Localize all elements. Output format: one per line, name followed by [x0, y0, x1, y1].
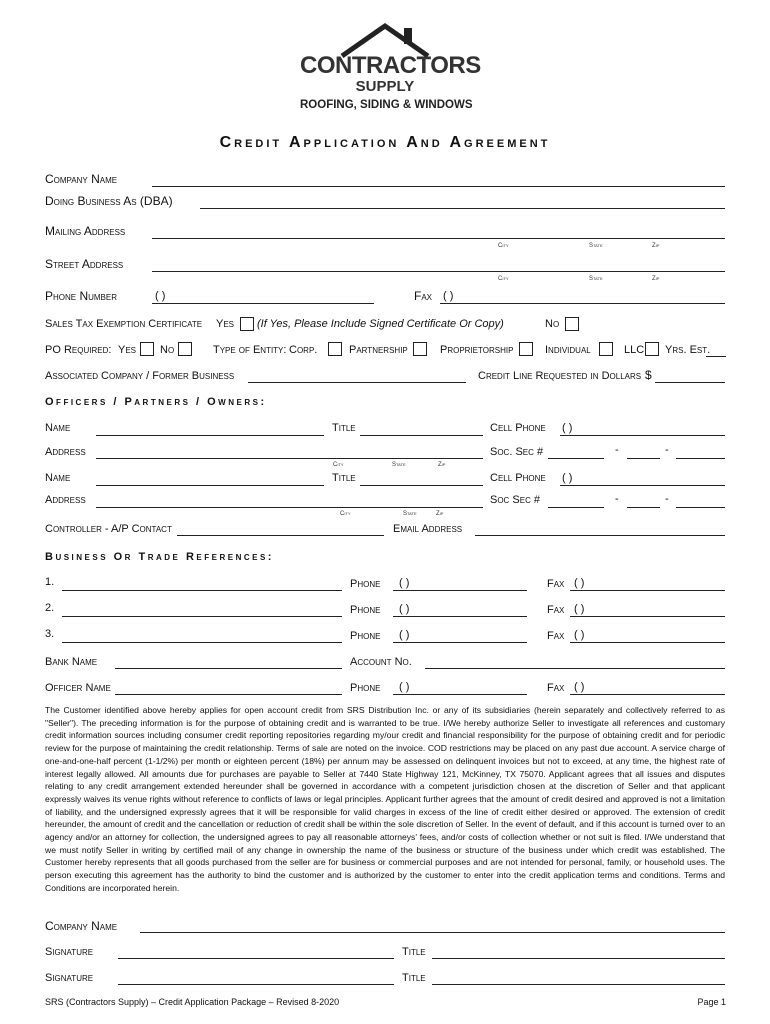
associated-company-field[interactable] [248, 382, 466, 383]
reference3-fax-area: ( ) [574, 629, 585, 641]
sales-tax-label: Sales Tax Exemption Certificate [45, 318, 203, 330]
phone-number-field[interactable] [152, 303, 374, 304]
email-field[interactable] [475, 535, 725, 536]
tax-no-checkbox[interactable] [565, 317, 579, 331]
reference3-fax-label: Fax [547, 630, 565, 642]
officer2-state-label: State [403, 511, 417, 517]
reference3-fax-field[interactable] [570, 642, 725, 643]
officer2-ssn-dash2: - [665, 493, 669, 505]
bank-officer-phone-label: Phone [350, 682, 381, 694]
officer1-cell-label: Cell Phone [490, 422, 546, 434]
signoff-company-field[interactable] [140, 932, 725, 933]
officers-heading: Officers / Partners / Owners: [45, 396, 267, 408]
officer2-ssn-part3[interactable] [676, 507, 725, 508]
mailing-zip-label: Zip [652, 243, 660, 249]
title2-label: Title [402, 972, 426, 984]
entity-llc-label: LLC [624, 344, 645, 356]
signature1-label: Signature [45, 946, 94, 958]
footer-page-number: Page 1 [697, 997, 726, 1007]
bank-officer-fax-label: Fax [547, 682, 565, 694]
officer1-city-label: City [333, 462, 344, 468]
references-heading: Business Or Trade References: [45, 551, 274, 563]
signoff-company-label: Company Name [45, 919, 118, 933]
officer2-cell-field[interactable] [560, 485, 725, 486]
footer-revision: SRS (Contractors Supply) – Credit Application Package – Revised 8-2020 [45, 997, 340, 1007]
account-number-label: Account No. [350, 656, 412, 668]
officer2-ssn-part2[interactable] [627, 507, 660, 508]
po-required-label: PO Required: [45, 344, 112, 356]
officer1-state-label: State [392, 462, 406, 468]
officer2-address-label: Address [45, 494, 86, 506]
reference3-phone-label: Phone [350, 630, 381, 642]
officer1-name-label: Name [45, 422, 71, 434]
officer1-ssn-part1[interactable] [548, 458, 604, 459]
entity-llc-checkbox[interactable] [645, 342, 659, 356]
years-established-field[interactable] [706, 356, 726, 357]
officer1-ssn-part2[interactable] [627, 458, 660, 459]
tax-no-label: No [545, 318, 560, 330]
bank-name-field[interactable] [115, 668, 342, 669]
credit-line-dollar: $ [645, 368, 652, 382]
officer1-cell-field[interactable] [560, 435, 725, 436]
fax-area-code: ( ) [443, 290, 454, 302]
officer2-city-label: City [340, 511, 351, 517]
reference1-phone-field[interactable] [393, 590, 527, 591]
credit-line-label: Credit Line Requested in Dollars [478, 370, 642, 382]
phone-area-code: ( ) [155, 290, 166, 302]
entity-corp-checkbox[interactable] [328, 342, 342, 356]
officer1-address-label: Address [45, 446, 86, 458]
bank-officer-field[interactable] [115, 694, 342, 695]
signature2-label: Signature [45, 972, 94, 984]
reference1-phone-label: Phone [350, 578, 381, 590]
po-no-checkbox[interactable] [178, 342, 192, 356]
street-state-label: State [589, 276, 603, 282]
entity-proprietorship-checkbox[interactable] [519, 342, 533, 356]
bank-name-label: Bank Name [45, 656, 98, 668]
mailing-address-label: Mailing Address [45, 224, 126, 238]
reference3-number: 3. [45, 628, 55, 640]
reference2-phone-label: Phone [350, 604, 381, 616]
officer2-address-field[interactable] [96, 507, 483, 508]
officer1-ssn-dash1: - [615, 444, 619, 456]
title1-label: Title [402, 946, 426, 958]
street-address-field[interactable] [152, 271, 725, 272]
officer2-ssn-dash1: - [615, 493, 619, 505]
bank-officer-label: Officer Name [45, 682, 111, 694]
reference3-field[interactable] [62, 642, 342, 643]
reference2-phone-field[interactable] [393, 616, 527, 617]
mailing-city-label: City [498, 243, 509, 249]
reference3-phone-field[interactable] [393, 642, 527, 643]
officer1-ssn-part3[interactable] [676, 458, 725, 459]
company-name-label: Company Name [45, 172, 118, 186]
dba-label: Doing Business As (DBA) [45, 194, 173, 208]
reference2-phone-area: ( ) [399, 603, 410, 615]
email-label: Email Address [393, 523, 463, 535]
account-number-field[interactable] [425, 668, 725, 669]
officer2-cell-area: ( ) [562, 472, 573, 484]
entity-type-label: Type of Entity: [213, 344, 287, 356]
years-established-label: Yrs. Est. [665, 344, 711, 356]
street-address-label: Street Address [45, 257, 124, 271]
controller-label: Controller - A/P Contact [45, 523, 172, 535]
officer1-zip-label: Zip [438, 462, 446, 468]
tax-yes-checkbox[interactable] [240, 317, 254, 331]
tax-yes-label: Yes [216, 318, 235, 330]
officer2-ssn-label: Soc Sec # [490, 494, 541, 506]
officer1-ssn-dash2: - [665, 444, 669, 456]
officer1-name-field[interactable] [96, 435, 324, 436]
reference1-fax-label: Fax [547, 578, 565, 590]
signature2-field[interactable] [118, 984, 394, 985]
reference2-fax-area: ( ) [574, 603, 585, 615]
reference2-field[interactable] [62, 616, 342, 617]
controller-field[interactable] [177, 535, 384, 536]
fax-field[interactable] [440, 303, 725, 304]
mailing-state-label: State [589, 243, 603, 249]
officer1-title-field[interactable] [360, 435, 483, 436]
bank-officer-phone-field[interactable] [393, 694, 527, 695]
officer2-title-field[interactable] [360, 485, 483, 486]
logo-line1: CONTRACTORS [300, 52, 481, 79]
reference1-fax-field[interactable] [570, 590, 725, 591]
reference1-fax-area: ( ) [574, 577, 585, 589]
officer1-title-label: Title [332, 422, 356, 434]
reference2-number: 2. [45, 602, 55, 614]
officer2-name-field[interactable] [96, 485, 324, 486]
entity-partnership-label: Partnership [349, 344, 408, 356]
logo-line2: SUPPLY [355, 78, 415, 95]
bank-officer-fax-field[interactable] [570, 694, 725, 695]
reference1-phone-area: ( ) [399, 577, 410, 589]
signature1-field[interactable] [118, 958, 394, 959]
title1-field[interactable] [432, 958, 725, 959]
officer1-cell-area: ( ) [562, 422, 573, 434]
company-name-field[interactable] [152, 186, 725, 187]
dba-field[interactable] [200, 208, 725, 209]
officer2-cell-label: Cell Phone [490, 472, 546, 484]
logo-line3: ROOFING, SIDING & WINDOWS [300, 99, 473, 111]
officer2-zip-label: Zip [436, 511, 444, 517]
entity-proprietorship-label: Proprietorship [440, 344, 514, 356]
po-yes-label: Yes [118, 344, 137, 356]
officer1-address-field[interactable] [96, 458, 483, 459]
associated-company-label: Associated Company / Former Business [45, 370, 235, 382]
street-zip-label: Zip [652, 276, 660, 282]
officer2-name-label: Name [45, 472, 71, 484]
officer2-title-label: Title [332, 472, 356, 484]
entity-corp-label: Corp. [289, 344, 318, 356]
reference3-phone-area: ( ) [399, 629, 410, 641]
street-city-label: City [498, 276, 509, 282]
officer1-ssn-label: Soc. Sec # [490, 446, 544, 458]
reference1-number: 1. [45, 576, 55, 588]
phone-number-label: Phone Number [45, 289, 118, 303]
po-yes-checkbox[interactable] [140, 342, 154, 356]
entity-individual-checkbox[interactable] [599, 342, 613, 356]
bank-officer-fax-area: ( ) [574, 681, 585, 693]
mailing-address-field[interactable] [152, 238, 725, 239]
reference2-fax-label: Fax [547, 604, 565, 616]
company-logo [300, 20, 481, 115]
terms-paragraph: The Customer identified above hereby applies for open account credit from SRS Distribution Inc. or any of its subsidiaries (herein separately and collectively referred to as "Seller"). The preceding information is for the purpose of obtaining credit and is warranted to be true. I/We hereby authorize Seller to investigate all references and customary credit information sources including consumer credit reporting repositories regarding my/our credit and financial responsibility for the purpose of obtaining credit and for periodic review for the purpose of maintaining the credit relationship. Terms of sale are noted on the invoice. COD restrictions may be placed on any past due account. A service charge of one-and-one-half percent (1-1/2%) per month or eighteen percent (18%) per annum may be assessed on delinquent invoices but not to exceed, at any time, the highest rate of interest legally allowed. All amounts due for purchases are payable to Seller at 7440 State Highway 121, McKinney, TX 75070. Applicant agrees that all issues and disputes relating to any credit arrangement extended hereunder shall be governed in accordance with a competent jurisdiction chosen at the discretion of Seller and that applicant expressly waives its venue rights without reference to conflicts of laws or legal principles. Applicant further agrees that the amount of credit desired and approved is not a limitation of liability, and the undersigned expressly agrees that it will be responsible for valid charges in excess of the line of credit either desired or approved. The extension of credit hereunder, the amount of credit and the cancellation or reduction of credit shall be within the sole discretion of Seller. In the event of default, and if this account is turned over to an agency and/or an attorney for collection, the undersigned agrees to pay all reasonable attorneys' fees, and/or costs of collection whether or not suit is filed. I/We understand that we must notify Seller in writing by certified mail of any change in ownership the name of the business or structure of the business under which credit was established. The Customer hereby represents that all goods purchased from the seller are for business or commercial purposes and are not intended for personal, family, or household uses. The person executing this agreement has the authority to bind the customer and is authorized by the customer to enter into the credit application terms and conditions. Terms and Conditions are incorporated herein. [45, 705, 725, 893]
bank-officer-phone-area: ( ) [399, 681, 410, 693]
officer2-ssn-part1[interactable] [548, 507, 604, 508]
reference2-fax-field[interactable] [570, 616, 725, 617]
fax-label: Fax [414, 289, 433, 303]
po-no-label: No [160, 344, 175, 356]
title2-field[interactable] [432, 984, 725, 985]
entity-individual-label: Individual [545, 344, 591, 356]
tax-yes-note: (If Yes, Please Include Signed Certificate Or Copy) [257, 318, 504, 330]
page-title: Credit Application And Agreement [219, 134, 551, 151]
reference1-field[interactable] [62, 590, 342, 591]
entity-partnership-checkbox[interactable] [413, 342, 427, 356]
credit-line-field[interactable] [655, 382, 725, 383]
